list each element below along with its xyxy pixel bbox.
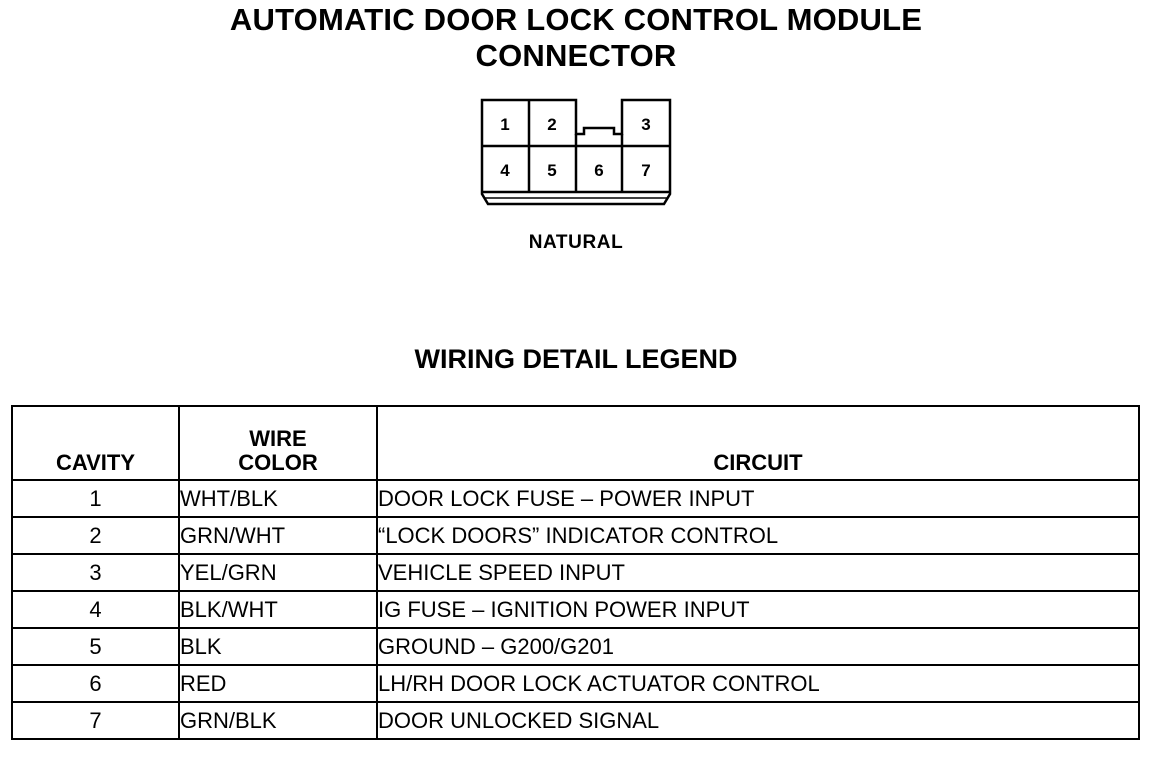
table-row (12, 591, 1139, 628)
cavity-cell: 6 (12, 665, 179, 702)
pin-label-7: 7 (641, 161, 651, 180)
wire-color-cell: BLK/WHT (179, 591, 377, 628)
connector-diagram (476, 94, 676, 214)
circuit-cell: DOOR LOCK FUSE – POWER INPUT (377, 480, 1139, 517)
table-row (12, 517, 1139, 554)
cavity-cell: 4 (12, 591, 179, 628)
wiring-legend-table (11, 405, 1140, 740)
pin-label-4: 4 (500, 161, 510, 180)
circuit-cell: GROUND – G200/G201 (377, 628, 1139, 665)
table-header-row (12, 406, 1139, 480)
title-line-1: AUTOMATIC DOOR LOCK CONTROL MODULE (229, 2, 923, 37)
header-cavity: CAVITY (12, 406, 179, 480)
wire-color-cell: WHT/BLK (179, 480, 377, 517)
cavity-cell: 2 (12, 517, 179, 554)
header-wire-color (179, 406, 377, 480)
table-row (12, 628, 1139, 665)
wire-color-cell: BLK (179, 628, 377, 665)
circuit-cell: VEHICLE SPEED INPUT (377, 554, 1139, 591)
cavity-cell: 1 (12, 480, 179, 517)
legend-title: WIRING DETAIL LEGEND (414, 344, 738, 374)
table-row (12, 554, 1139, 591)
connector-face-drawing (476, 94, 676, 214)
circuit-cell: IG FUSE – IGNITION POWER INPUT (377, 591, 1139, 628)
wire-color-cell: RED (179, 665, 377, 702)
title-line-2: CONNECTOR (475, 38, 677, 73)
pin-label-2: 2 (547, 115, 557, 134)
pin-label-5: 5 (547, 161, 557, 180)
header-circuit: CIRCUIT (377, 406, 1139, 480)
cavity-cell: 7 (12, 702, 179, 739)
table-row (12, 702, 1139, 739)
connector-color-label: NATURAL (528, 232, 624, 253)
circuit-cell: DOOR UNLOCKED SIGNAL (377, 702, 1139, 739)
header-wire-color-line1: WIRE (249, 426, 307, 451)
pin-label-3: 3 (641, 115, 651, 134)
table-row (12, 665, 1139, 702)
wire-color-cell: YEL/GRN (179, 554, 377, 591)
pin-label-1: 1 (500, 115, 510, 134)
table-row (12, 480, 1139, 517)
circuit-cell: “LOCK DOORS” INDICATOR CONTROL (377, 517, 1139, 554)
pin-label-6: 6 (594, 161, 604, 180)
circuit-cell: LH/RH DOOR LOCK ACTUATOR CONTROL (377, 665, 1139, 702)
wire-color-cell: GRN/BLK (179, 702, 377, 739)
cavity-cell: 5 (12, 628, 179, 665)
cavity-cell: 3 (12, 554, 179, 591)
wire-color-cell: GRN/WHT (179, 517, 377, 554)
header-wire-color-line2: COLOR (238, 450, 318, 475)
